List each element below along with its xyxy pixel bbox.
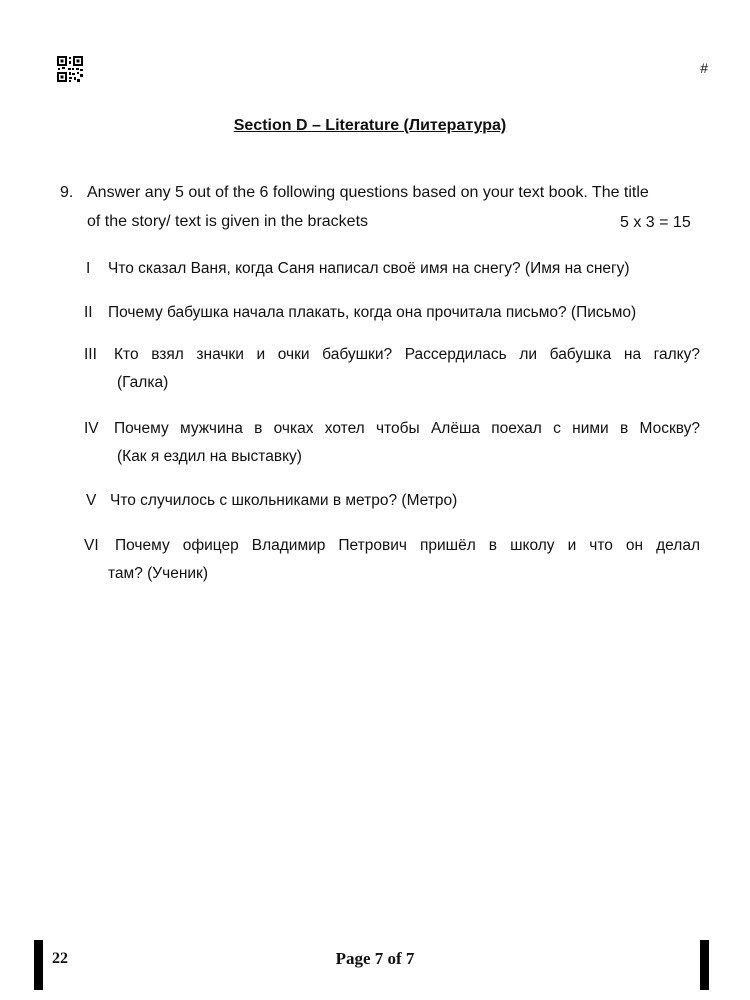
- item-text-continued: там? (Ученик): [108, 565, 208, 582]
- qr-code-icon: [57, 56, 83, 82]
- item-text-continued: (Как я ездил на выставку): [117, 448, 302, 465]
- item-text: Почему офицер Владимир Петрович пришёл в школу и что он делал: [115, 537, 700, 554]
- item-text-continued: (Галка): [117, 374, 169, 391]
- footer-code: 22: [52, 950, 68, 967]
- item-numeral: I: [86, 260, 91, 277]
- item-numeral: IV: [84, 420, 99, 437]
- question-number: 9.: [60, 184, 74, 201]
- page-hash-mark: #: [700, 60, 708, 76]
- item-numeral: VI: [84, 537, 99, 554]
- footer-right-bar: [700, 940, 709, 990]
- item-numeral: II: [84, 304, 93, 321]
- question-instruction-line-1: Answer any 5 out of the 6 following questions based on your text book. The title: [87, 184, 649, 201]
- footer-page-number: Page 7 of 7: [335, 949, 415, 968]
- item-text: Кто взял значки и очки бабушки? Рассердилась ли бабушка на галку?: [114, 346, 700, 363]
- item-text: Почему бабушка начала плакать, когда она прочитала письмо? (Письмо): [108, 304, 637, 321]
- question-instruction-line-2: of the story/ text is given in the brackets: [87, 213, 369, 230]
- question-marks: 5 x 3 = 15: [620, 214, 691, 231]
- item-text: Что случилось с школьниками в метро? (Метро): [110, 492, 458, 509]
- item-numeral: III: [84, 346, 97, 363]
- section-title: Section D – Literature (Литература): [233, 117, 507, 134]
- item-text: Почему мужчина в очках хотел чтобы Алёша поехал с ними в Москву?: [114, 420, 700, 437]
- item-numeral: V: [86, 492, 97, 509]
- item-text: Что сказал Ваня, когда Саня написал своё имя на снегу? (Имя на снегу): [108, 260, 630, 277]
